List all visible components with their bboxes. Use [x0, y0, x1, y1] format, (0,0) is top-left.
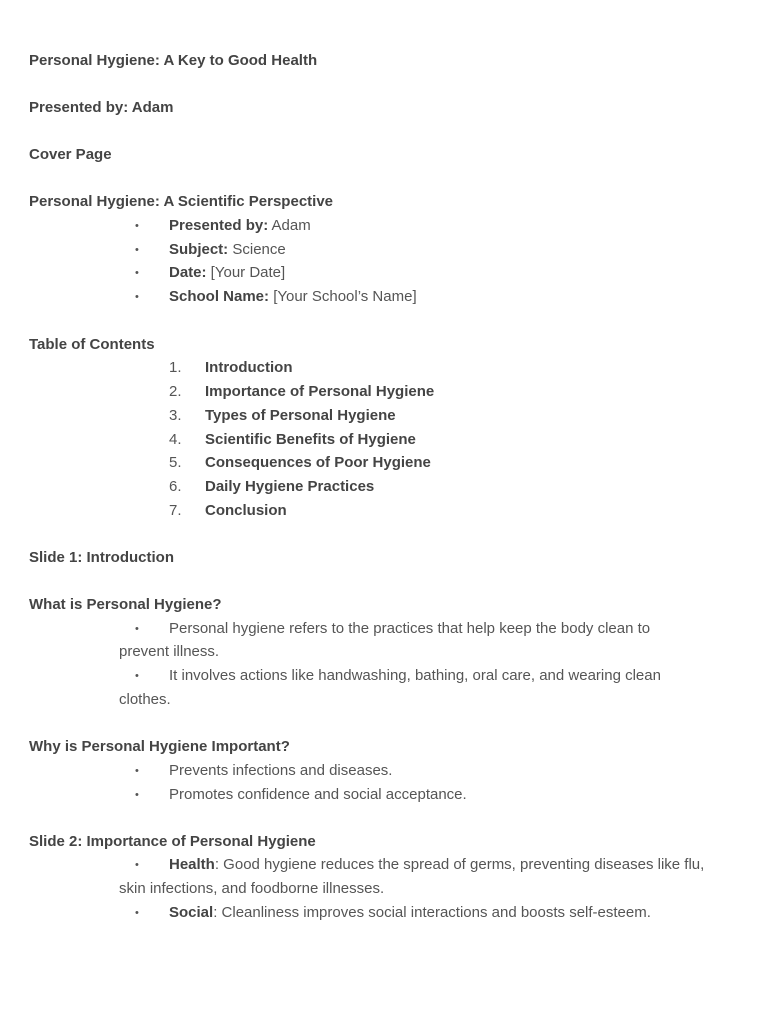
bullet-icon: • — [135, 859, 139, 871]
why-important-heading: Why is Personal Hygiene Important? — [29, 738, 290, 755]
toc-number: 1. — [169, 359, 182, 376]
what-item-1-line2: prevent illness. — [119, 643, 220, 660]
bullet-icon: • — [135, 220, 139, 232]
slide2-item-label: Health — [169, 856, 215, 873]
cover-item-value: Science — [228, 241, 286, 258]
document-title: Personal Hygiene: A Key to Good Health — [29, 52, 318, 69]
cover-item-value: Adam — [268, 217, 311, 234]
toc-number: 5. — [169, 454, 182, 471]
toc-item-introduction: Introduction — [205, 359, 293, 376]
cover-item-label: Date: — [169, 264, 207, 281]
why-item-1: Prevents infections and diseases. — [169, 762, 393, 779]
bullet-icon: • — [135, 765, 139, 777]
presented-by-line: Presented by: Adam — [29, 99, 174, 116]
cover-item-label: Subject: — [169, 241, 229, 258]
toc-item-benefits: Scientific Benefits of Hygiene — [205, 431, 416, 448]
cover-heading: Personal Hygiene: A Scientific Perspective — [29, 193, 334, 210]
toc-item-daily-practices: Daily Hygiene Practices — [205, 478, 375, 495]
slide2-item-text: : Cleanliness improves social interactions and boosts self-esteem. — [213, 904, 651, 921]
bullet-icon: • — [135, 291, 139, 303]
toc-item-conclusion: Conclusion — [205, 502, 287, 519]
bullet-icon: • — [135, 789, 139, 801]
cover-item-subject — [169, 240, 286, 260]
cover-item-value: [Your Date] — [206, 264, 286, 281]
toc-number: 3. — [169, 407, 182, 424]
toc-number: 6. — [169, 478, 182, 495]
bullet-icon: • — [135, 670, 139, 682]
cover-item-date — [169, 263, 285, 283]
slide1-heading: Slide 1: Introduction — [29, 549, 174, 566]
bullet-icon: • — [135, 623, 139, 635]
what-item-2-line2: clothes. — [119, 691, 171, 708]
what-item-2-line1: It involves actions like handwashing, bathing, oral care, and wearing clean — [169, 667, 661, 684]
cover-page-heading: Cover Page — [29, 146, 112, 163]
toc-heading: Table of Contents — [29, 336, 155, 353]
cover-item-value: [Your School’s Name] — [269, 288, 417, 305]
bullet-icon: • — [135, 907, 139, 919]
cover-item-label: Presented by: — [169, 217, 269, 234]
cover-item-school — [169, 287, 417, 307]
cover-item-presented-by — [169, 216, 311, 236]
toc-number: 7. — [169, 502, 182, 519]
what-is-heading: What is Personal Hygiene? — [29, 596, 222, 613]
slide2-item-text: : Good hygiene reduces the spread of germs, preventing diseases like flu, — [214, 856, 705, 873]
toc-item-consequences: Consequences of Poor Hygiene — [205, 454, 431, 471]
why-item-2: Promotes confidence and social acceptance. — [169, 786, 467, 803]
toc-item-importance: Importance of Personal Hygiene — [205, 383, 435, 400]
slide2-item-health-line1 — [169, 855, 704, 875]
bullet-icon: • — [135, 244, 139, 256]
bullet-icon: • — [135, 267, 139, 279]
slide2-heading: Slide 2: Importance of Personal Hygiene — [29, 833, 316, 850]
slide2-item-social — [169, 903, 651, 923]
slide2-item-label: Social — [169, 904, 214, 921]
toc-number: 2. — [169, 383, 182, 400]
slide2-item-health-line2: skin infections, and foodborne illnesses. — [119, 880, 385, 897]
toc-item-types: Types of Personal Hygiene — [205, 407, 396, 424]
cover-item-label: School Name: — [169, 288, 270, 305]
what-item-1-line1: Personal hygiene refers to the practices that help keep the body clean to — [169, 620, 651, 637]
toc-number: 4. — [169, 431, 182, 448]
